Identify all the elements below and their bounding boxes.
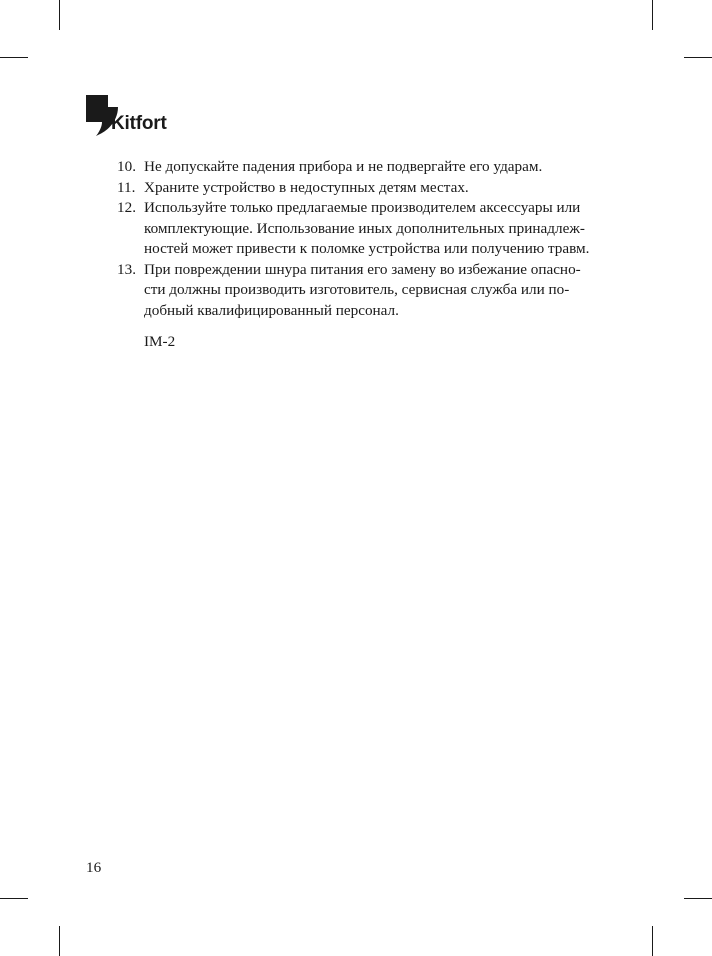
item-number: 11. [117,178,136,196]
crop-mark-bottom-right-vertical [652,926,653,956]
item-text-line: Используйте только предлагаемые производителем аксессуары или [144,199,581,216]
list-item [117,260,617,322]
item-text-line: сти должны производить изготовитель, сервисная служба или по- [144,281,570,298]
item-text-line: комплектующие. Использование иных дополнительных принадлеж- [144,219,585,237]
list-item [117,178,617,199]
crop-mark-bottom-left-horizontal [0,898,28,899]
item-text-line: При повреждении шнура питания его замену во избежание опасно- [144,260,581,278]
item-text-line: Храните устройство в недоступных детям местах. [144,178,469,196]
item-number: 10. [117,158,136,175]
crop-mark-bottom-right-horizontal [684,898,712,899]
brand-name: Kitfort [111,113,167,134]
crop-mark-top-left-vertical [59,0,60,30]
crop-mark-top-right-vertical [652,0,653,30]
crop-mark-top-left-horizontal [0,57,28,58]
list-item [117,198,617,260]
list-item [117,157,617,178]
item-number: 13. [117,260,136,278]
document-code: IM-2 [144,333,176,350]
page-number: 16 [86,859,102,876]
safety-instructions-list [117,157,617,321]
item-text-line: ностей может привести к поломке устройства или получению травм. [144,240,590,257]
item-text-line: добный квалифицированный персонал. [144,301,399,319]
item-number: 12. [117,199,136,216]
item-text-line: Не допускайте падения прибора и не подвергайте его ударам. [144,158,543,175]
crop-mark-bottom-left-vertical [59,926,60,956]
crop-mark-top-right-horizontal [684,57,712,58]
